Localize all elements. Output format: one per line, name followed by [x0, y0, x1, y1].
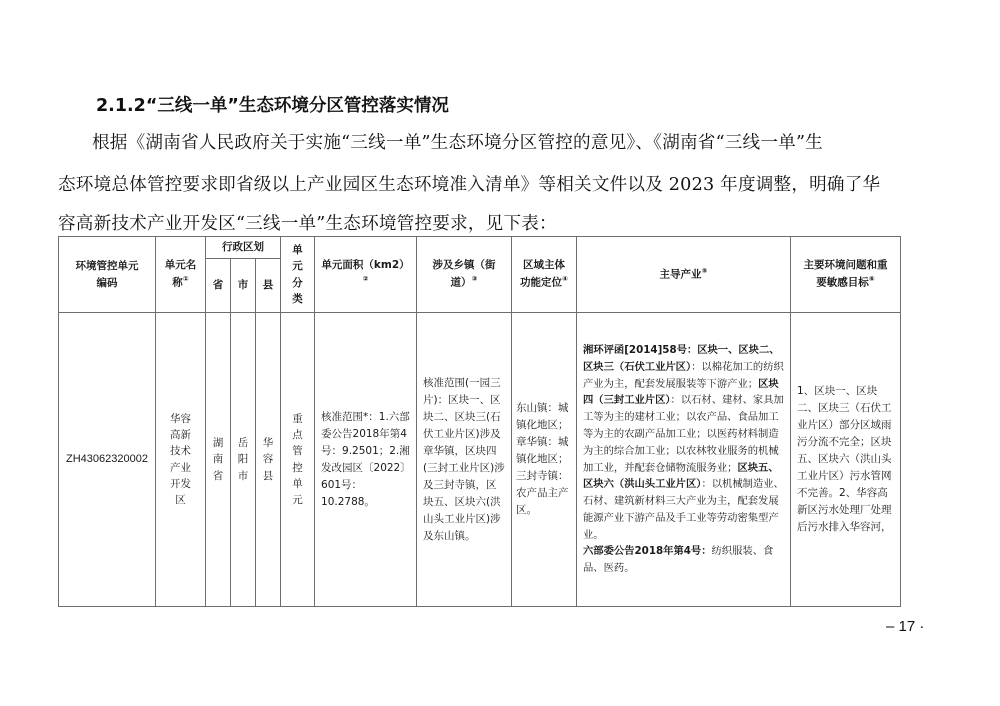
cell-unit-name: 华容高新技术产业开发区 — [156, 313, 206, 607]
cell-category: 重点管控单元 — [281, 313, 315, 607]
header-issues: 主要环境问题和重要敏感目标⑥ — [791, 237, 901, 313]
cell-area: 核准范围*：1.六部委公告2018年第4号：9.2501；2.湘发改园区〔2022〕601号：10.2788。 — [315, 313, 417, 607]
section-heading: 2.1.2“三线一单”生态环境分区管控落实情况 — [96, 96, 449, 116]
body-paragraph-line-2: 态环境总体管控要求即省级以上产业园区生态环境准入清单》等相关文件以及 2023 年度调整，明确了华 — [58, 175, 881, 195]
industry-text — [577, 342, 790, 577]
industry-heading-segment: 区块五、区块六（洪山头工业片区） — [583, 461, 779, 491]
header-area: 单元面积（km2） ② — [315, 237, 417, 313]
header-province: 省 — [206, 259, 231, 313]
industry-heading-segment: 六部委公告2018年第4号： — [583, 545, 712, 558]
header-code: 环境管控单元编码 — [59, 237, 156, 313]
control-unit-table — [58, 236, 901, 607]
page-number: – 17 · — [886, 618, 925, 635]
header-category: 单元分类 — [281, 237, 315, 313]
header-towns: 涉及乡镇（街道）③ — [417, 237, 512, 313]
header-name: 单元名称① — [156, 237, 206, 313]
industry-heading-segment: 区块四（三封工业片区） — [583, 377, 779, 407]
industry-segment: ：以机械制造业、石材、建筑新材料三大产业为主，配套发展能源产业下游产品及手工业等劳动密集型产业。 — [583, 478, 784, 541]
cell-towns: 核准范围(一园三片)：区块一、区块二、区块三(石伏工业片区)涉及章华镇，区块四(三封工业片区)涉及三封寺镇，区块五、区块六(洪山头工业片区)涉及东山镇。 — [417, 313, 512, 607]
header-city: 市 — [231, 259, 256, 313]
cell-province: 湖南省 — [206, 313, 231, 607]
industry-heading-segment: 湘环评函[2014]58号：区块一、区块二、区块三（石伏工业片区） — [583, 344, 780, 373]
cell-city: 岳阳市 — [231, 313, 256, 607]
cell-unit-code: ZH43062320002 — [59, 313, 156, 607]
header-function: 区域主体功能定位④ — [512, 237, 577, 313]
cell-function: 东山镇：城镇化地区；章华镇：城镇化地区；三封寺镇：农产品主产区。 — [512, 313, 577, 607]
header-county: 县 — [256, 259, 281, 313]
industry-segment: ：以石材、建材、家具加工等为主的建材工业；以农产品、食品加工等为主的农副产品加工业；以医药材料制造为主的综合加工业；以农林牧业服务的机械加工业，并配套仓储物流服务业； — [583, 394, 784, 474]
cell-industry — [577, 313, 791, 607]
header-industry: 主导产业⑤ — [577, 237, 791, 313]
cell-issues: 1、区块一、区块二、区块三（石伏工业片区）部分区域雨污分流不完全；区块五、区块六（洪山头工业片区）污水管网不完善。2、华容高新区污水处理厂处理后污水排入华容河， — [791, 313, 901, 607]
body-paragraph-line-3: 容高新技术产业开发区“三线一单”生态环境管控要求，见下表： — [58, 214, 557, 234]
cell-county: 华容县 — [256, 313, 281, 607]
body-paragraph-line-1: 根据《湖南省人民政府关于实施“三线一单”生态环境分区管控的意见》、《湖南省“三线一单”生 — [92, 133, 823, 153]
industry-segment: ：以棉花加工的纺织产业为主，配套发展服装等下游产业； — [583, 360, 784, 390]
industry-segment: 纺织服装、食品、医药。 — [583, 545, 774, 575]
header-admin: 行政区划 — [206, 237, 281, 259]
